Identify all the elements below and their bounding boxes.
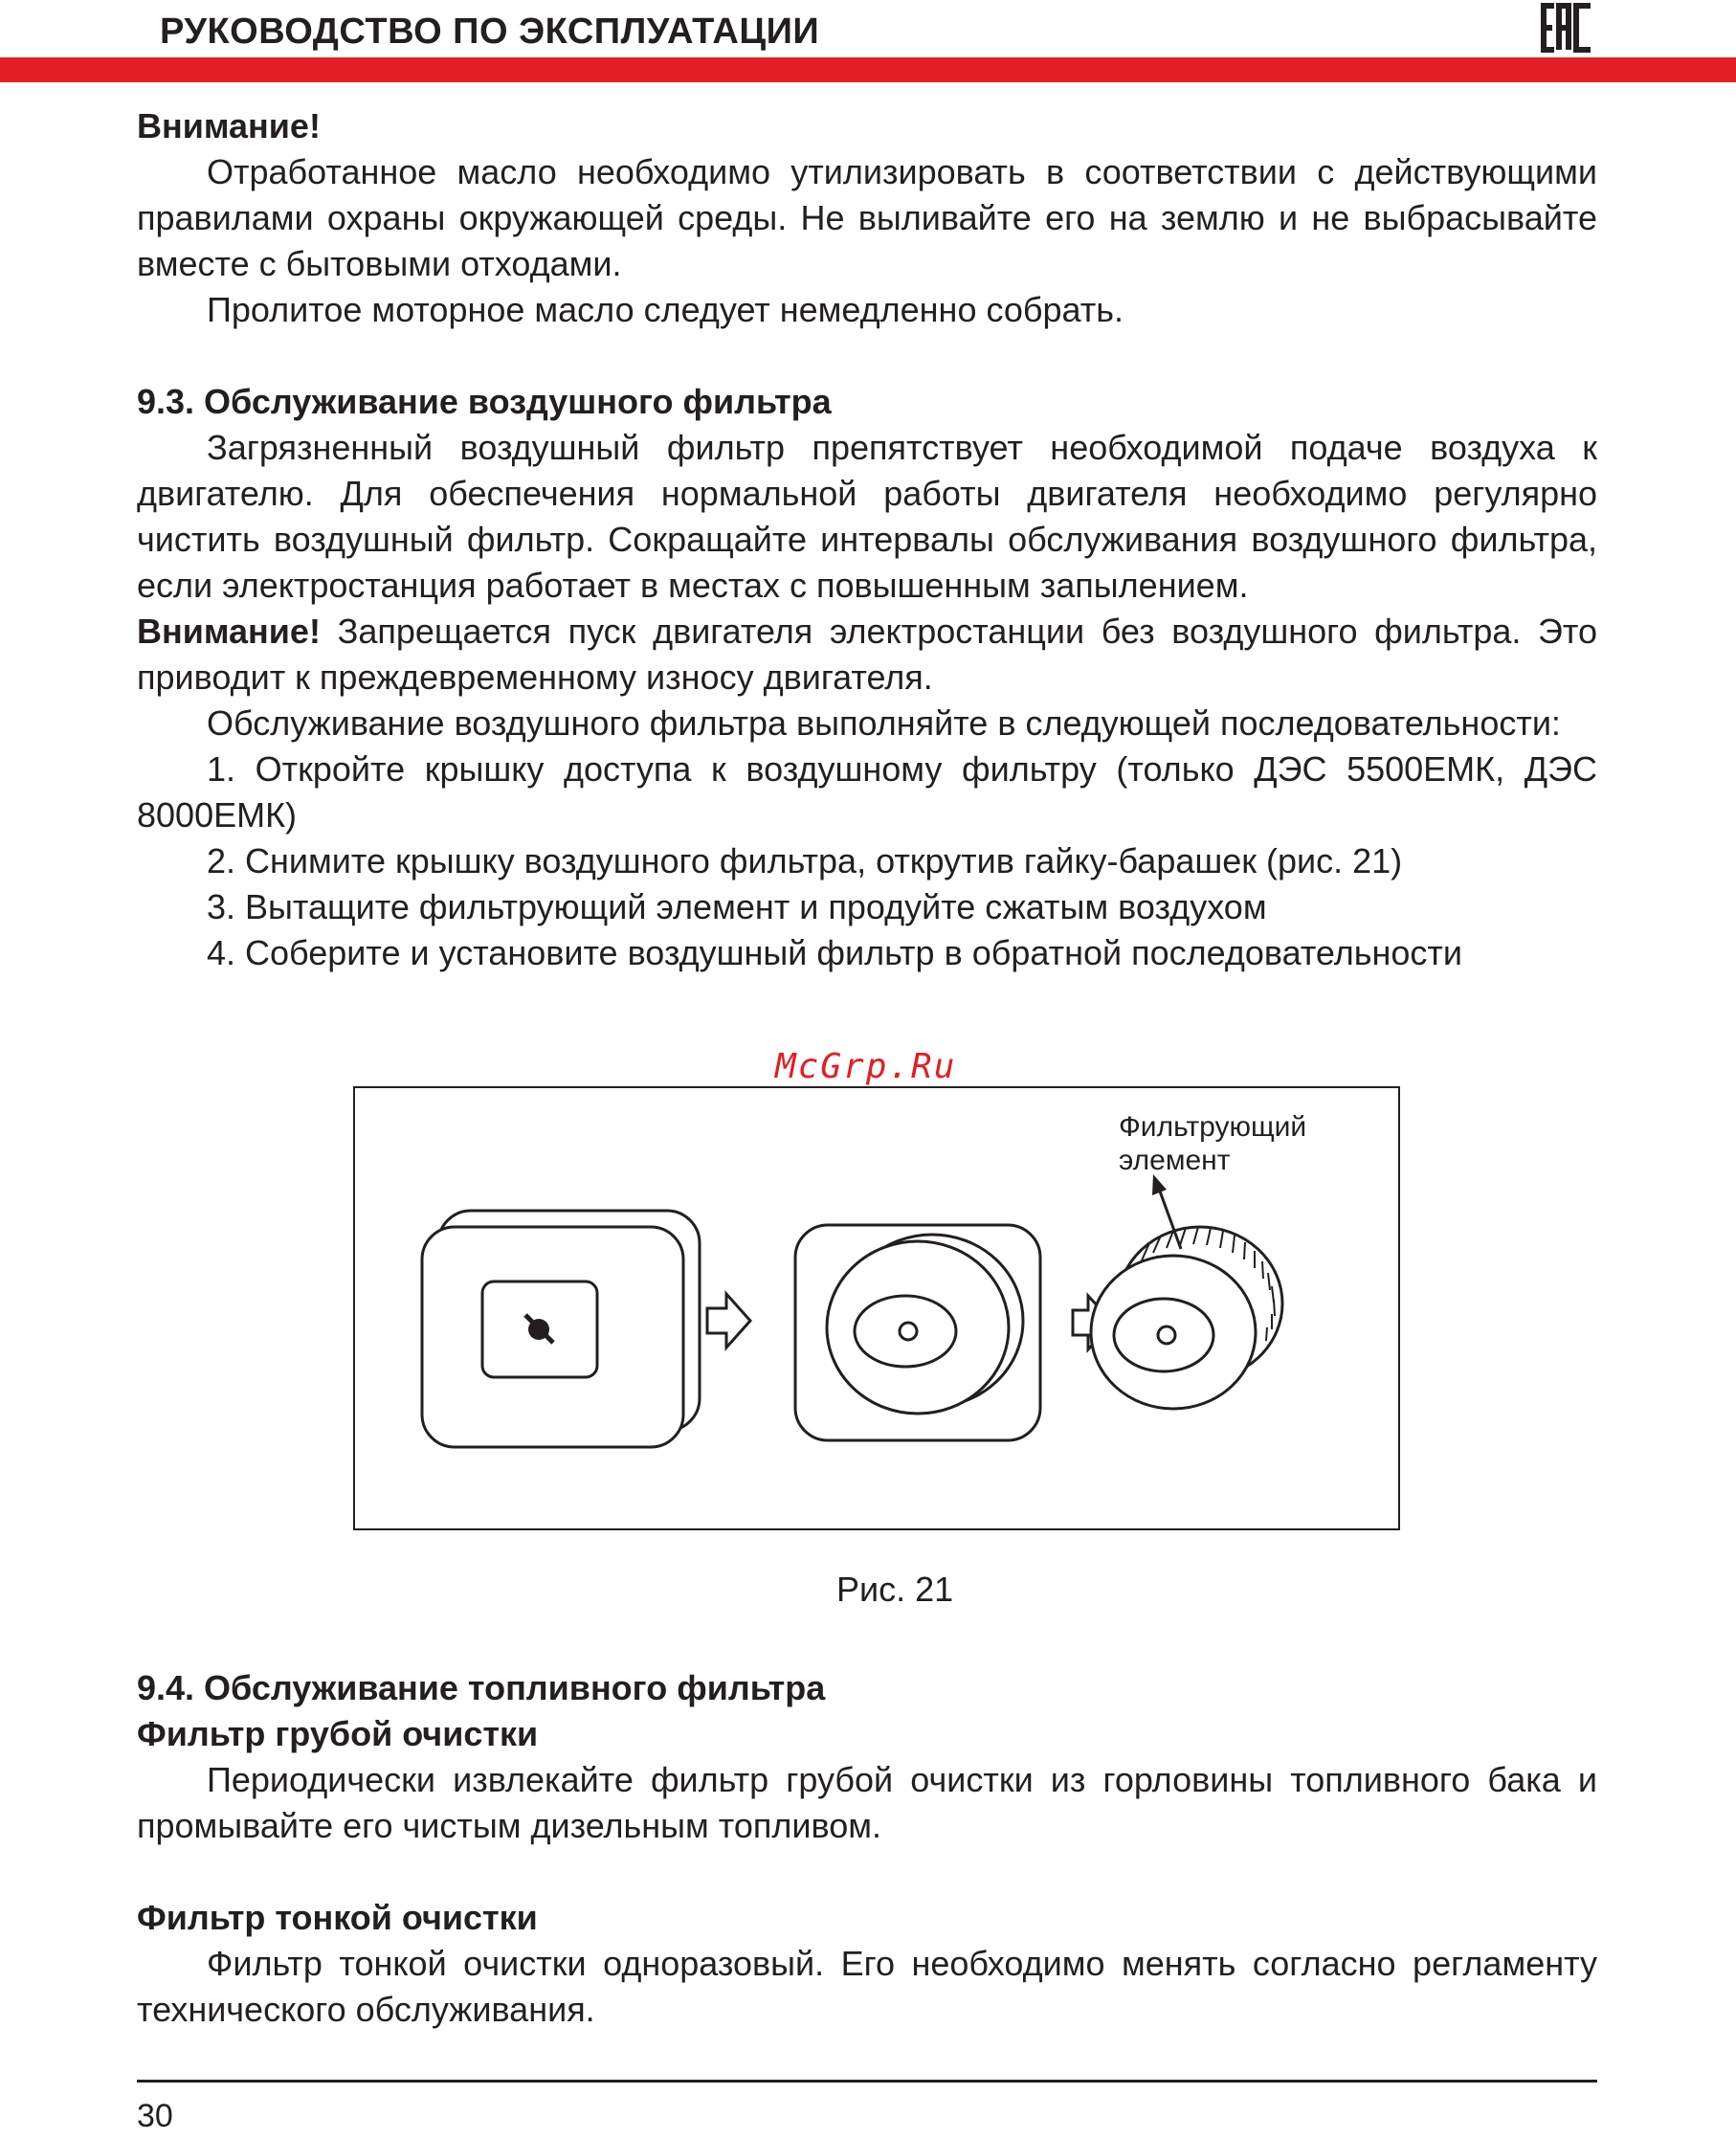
section-9-4 <box>137 1665 1597 2033</box>
section-9-3-warning <box>137 609 1597 701</box>
section-9-4-heading: 9.4. Обслуживание топливного фильтра <box>137 1668 826 1707</box>
step-3: 3. Вытащите фильтрующий элемент и продуйте сжатым воздухом <box>207 887 1267 926</box>
figure-21 <box>353 1086 1400 1530</box>
footer-rule <box>137 2080 1597 2083</box>
main-content <box>137 103 1597 976</box>
figure-caption: Рис. 21 <box>836 1570 954 1609</box>
coarse-filter-text: Периодически извлекайте фильтр грубой очистки из горловины топливного бака и промывайте его чистым дизельным топливом. <box>137 1760 1597 1845</box>
sequence-intro: Обслуживание воздушного фильтра выполняйте в следующей последовательности: <box>207 703 1561 743</box>
filter-element-icon <box>1091 1227 1282 1409</box>
figure-label-line-1: Фильтрующий <box>1119 1111 1307 1143</box>
air-filter-diagram <box>355 1088 1398 1528</box>
callout-arrowhead-icon <box>1152 1174 1167 1195</box>
attention-paragraph-1: Отработанное масло необходимо утилизировать в соответствии с действующими правилами охраны окружающей среды. Не выливайте его на землю и не выбрасывайте вместе с бытовыми отходами. <box>137 152 1597 283</box>
section-9-3-heading: 9.3. Обслуживание воздушного фильтра <box>137 382 832 421</box>
header-accent-bar <box>0 57 1736 82</box>
header-title: РУКОВОДСТВО ПО ЭКСПЛУАТАЦИИ <box>160 11 820 52</box>
step-2: 2. Снимите крышку воздушного фильтра, открутив гайку-барашек (рис. 21) <box>207 841 1403 880</box>
arrow-right-icon <box>707 1294 750 1348</box>
figure-label-line-2: элемент <box>1119 1145 1231 1176</box>
page-number: 30 <box>137 2098 173 2134</box>
eac-logo <box>1539 2 1596 54</box>
fine-filter-text: Фильтр тонкой очистки одноразовый. Его необходимо менять согласно регламенту технического обслуживания. <box>137 1944 1597 2029</box>
step-1: 1. Откройте крышку доступа к воздушному фильтру (только ДЭС 5500ЕМК, ДЭС 8000ЕМК) <box>137 749 1597 835</box>
warning-text: Запрещается пуск двигателя электростанции без воздушного фильтра. Это приводит к преждевременному износу двигателя. <box>137 612 1597 697</box>
watermark: McGrp.Ru <box>775 1047 957 1086</box>
attention-paragraph-2: Пролитое моторное масло следует немедленно собрать. <box>207 290 1124 329</box>
section-9-3-intro: Загрязненный воздушный фильтр препятствует необходимой подаче воздуха к двигателю. Для обеспечения нормальной работы двигателя необходимо регулярно чистить воздушный фильтр. Сокращайте интервалы обслуживания воздушного фильтра, если электростанция работает в местах с повышенным запылением. <box>137 428 1597 605</box>
coarse-filter-heading: Фильтр грубой очистки <box>137 1714 539 1753</box>
fine-filter-heading: Фильтр тонкой очистки <box>137 1898 538 1937</box>
attention-label: Внимание! <box>137 106 321 145</box>
warning-label: Внимание! <box>137 612 321 651</box>
page-header <box>0 0 1736 86</box>
step-4: 4. Соберите и установите воздушный фильтр в обратной последовательности <box>207 933 1462 972</box>
